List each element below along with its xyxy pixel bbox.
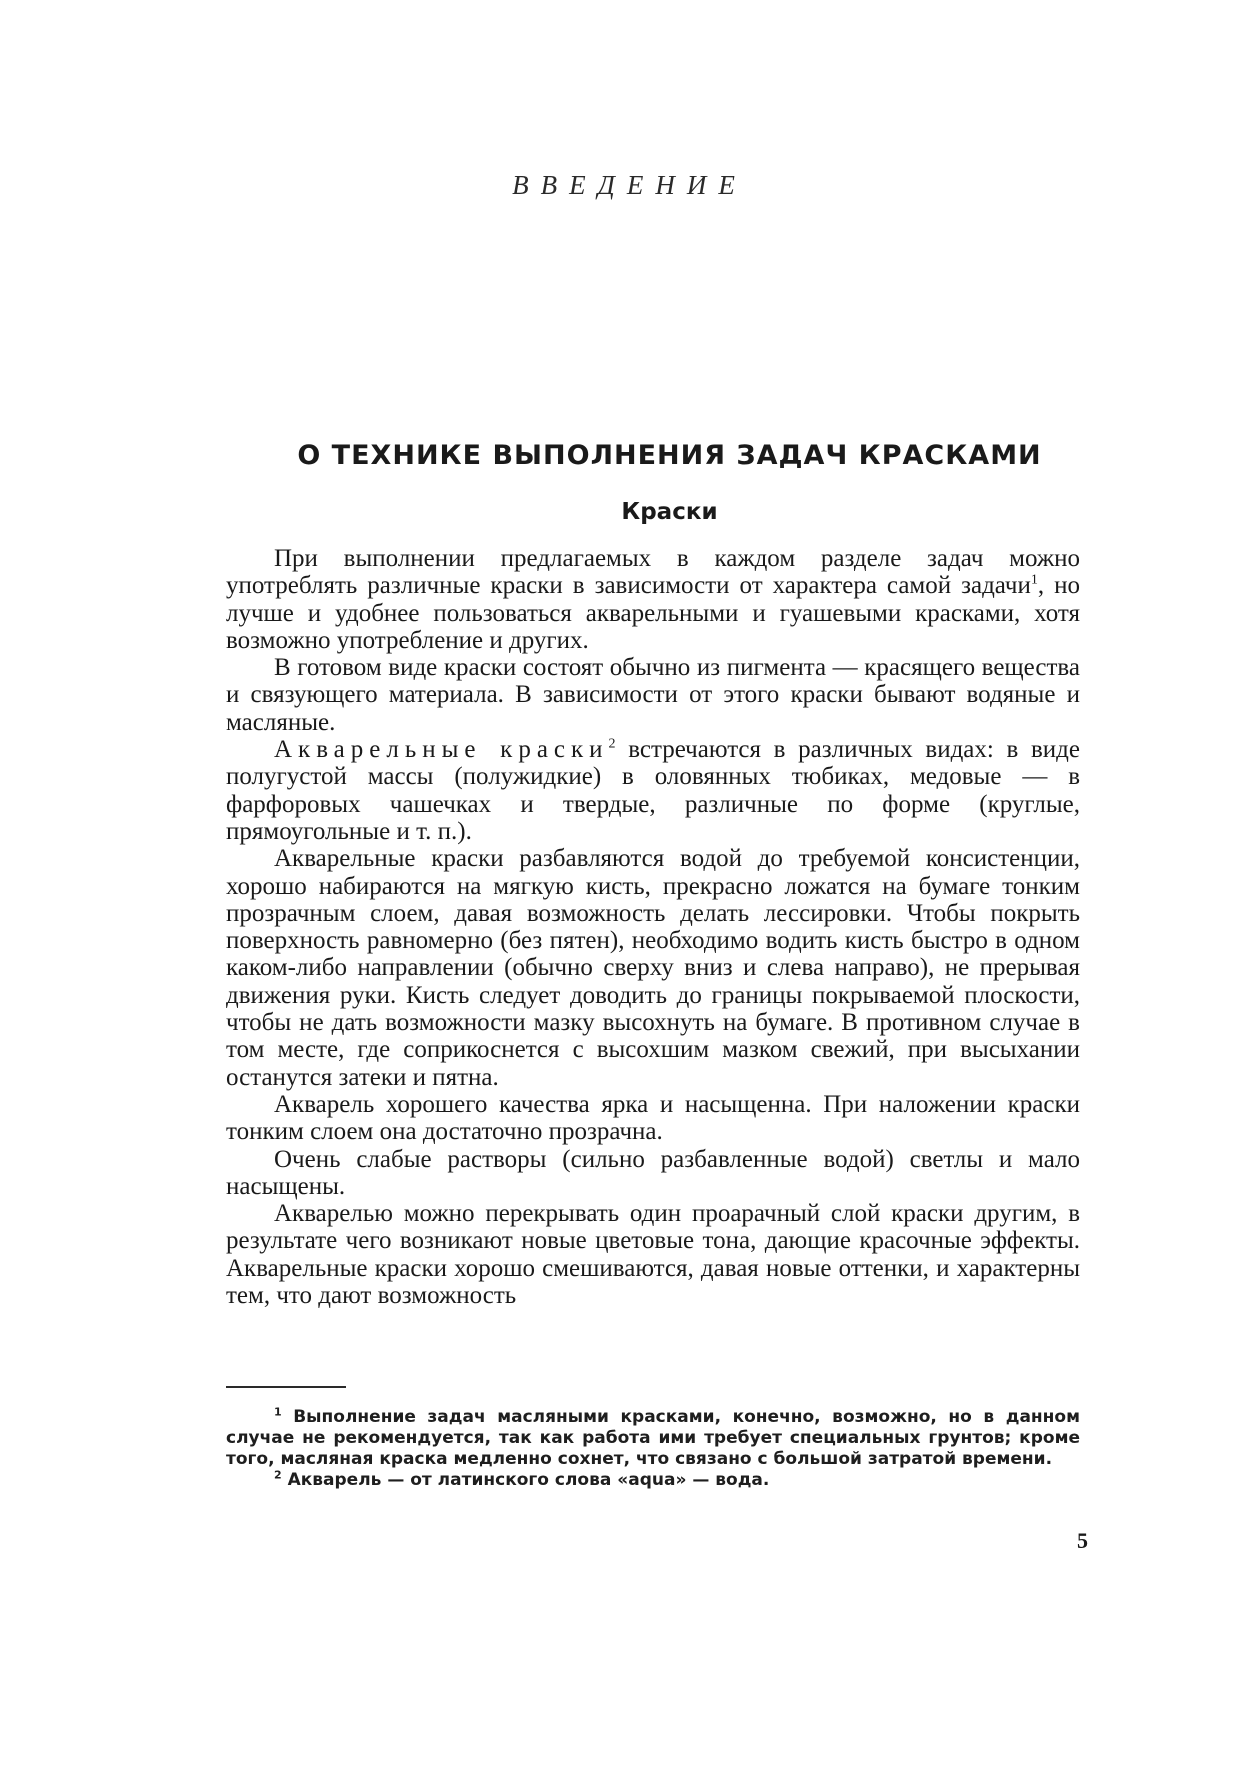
footnote-ref: 2: [608, 736, 616, 752]
paragraph-text: , но лучше и удобнее пользоваться акварельными и гуашевыми красками, хотя возможно употребление и других.: [226, 572, 1080, 654]
footnote: [226, 1407, 1080, 1470]
paragraph: Акварель хорошего качества ярка и насыщенна. При наложении краски тонким слоем она достаточно прозрачна.: [226, 1090, 1080, 1146]
running-head: ВВЕДЕНИЕ: [512, 170, 747, 200]
body-text: [226, 545, 1080, 1309]
page-number: 5: [1077, 1528, 1088, 1553]
footnote-mark: 1: [274, 1405, 282, 1419]
footnote: [226, 1470, 1080, 1491]
section-title: Краски: [621, 499, 718, 525]
paragraph: В готовом виде краски состоят обычно из пигмента — красящего вещества и связующего материала. В зависимости от этого краски бывают водяные и масляные.: [226, 654, 1080, 736]
paragraph-text: При выполнении предлагаемых в каждом разделе задач можно употреблять различные краски в зависимости от характера самой задачи: [226, 545, 1080, 600]
footnote-mark: 2: [274, 1468, 282, 1482]
paragraph: [226, 545, 1080, 654]
footnote-divider: [226, 1386, 346, 1388]
paragraph: Акварельные краски разбавляются водой до требуемой консистенции, хорошо набираются на мягкую кисть, прекрасно ложатся на бумаге тонким прозрачным слоем, давая возможность делать лессировки. Чтобы покрыть поверхность равномерно (без пятен), необходимо водить кисть быстро в одном каком-либо направлении (обычно сверху вниз и слева направо), не прерывая движения руки. Кисть следует доводить до границы покрываемой плоскости, чтобы не дать возможности мазку высохнуть на бумаге. В противном случае в том месте, где соприкоснется с высохшим мазком свежий, при высыхании останутся затеки и пятна.: [226, 845, 1080, 1091]
paragraph: [226, 736, 1080, 845]
chapter-title: О ТЕХНИКЕ ВЫПОЛНЕНИЯ ЗАДАЧ КРАСКАМИ: [297, 440, 1042, 471]
paragraph: Акварелью можно перекрывать один проарачный слой краски другим, в результате чего возникают новые цветовые тона, дающие красочные эффекты. Акварельные краски хорошо смешиваются, давая новые оттенки, и характерны тем, что дают возможность: [226, 1200, 1080, 1310]
paragraph-text: встречаются в различных видах: в виде полугустой массы (полужидкие) в оловянных тюбиках, медовые — в фарфоровых чашечках и твердые, различные по форме (круглые, прямоугольные и т. п.).: [226, 736, 1080, 845]
footnote-ref: 1: [1030, 572, 1038, 588]
paragraph: Очень слабые растворы (сильно разбавленные водой) светлы и мало насыщены.: [226, 1145, 1080, 1200]
footnote-text: Выполнение задач масляными красками, конечно, возможно, но в данном случае не рекомендуется, так как работа ими требует специальных грунтов; кроме того, масляная краска медленно сохнет, что связано с большой затратой времени.: [226, 1407, 1080, 1469]
emphasized-term: Акварельные краски: [274, 736, 609, 764]
footnotes: [226, 1407, 1080, 1491]
footnote-text: Акварель — от латинского слова «aqua» — вода.: [281, 1470, 770, 1490]
